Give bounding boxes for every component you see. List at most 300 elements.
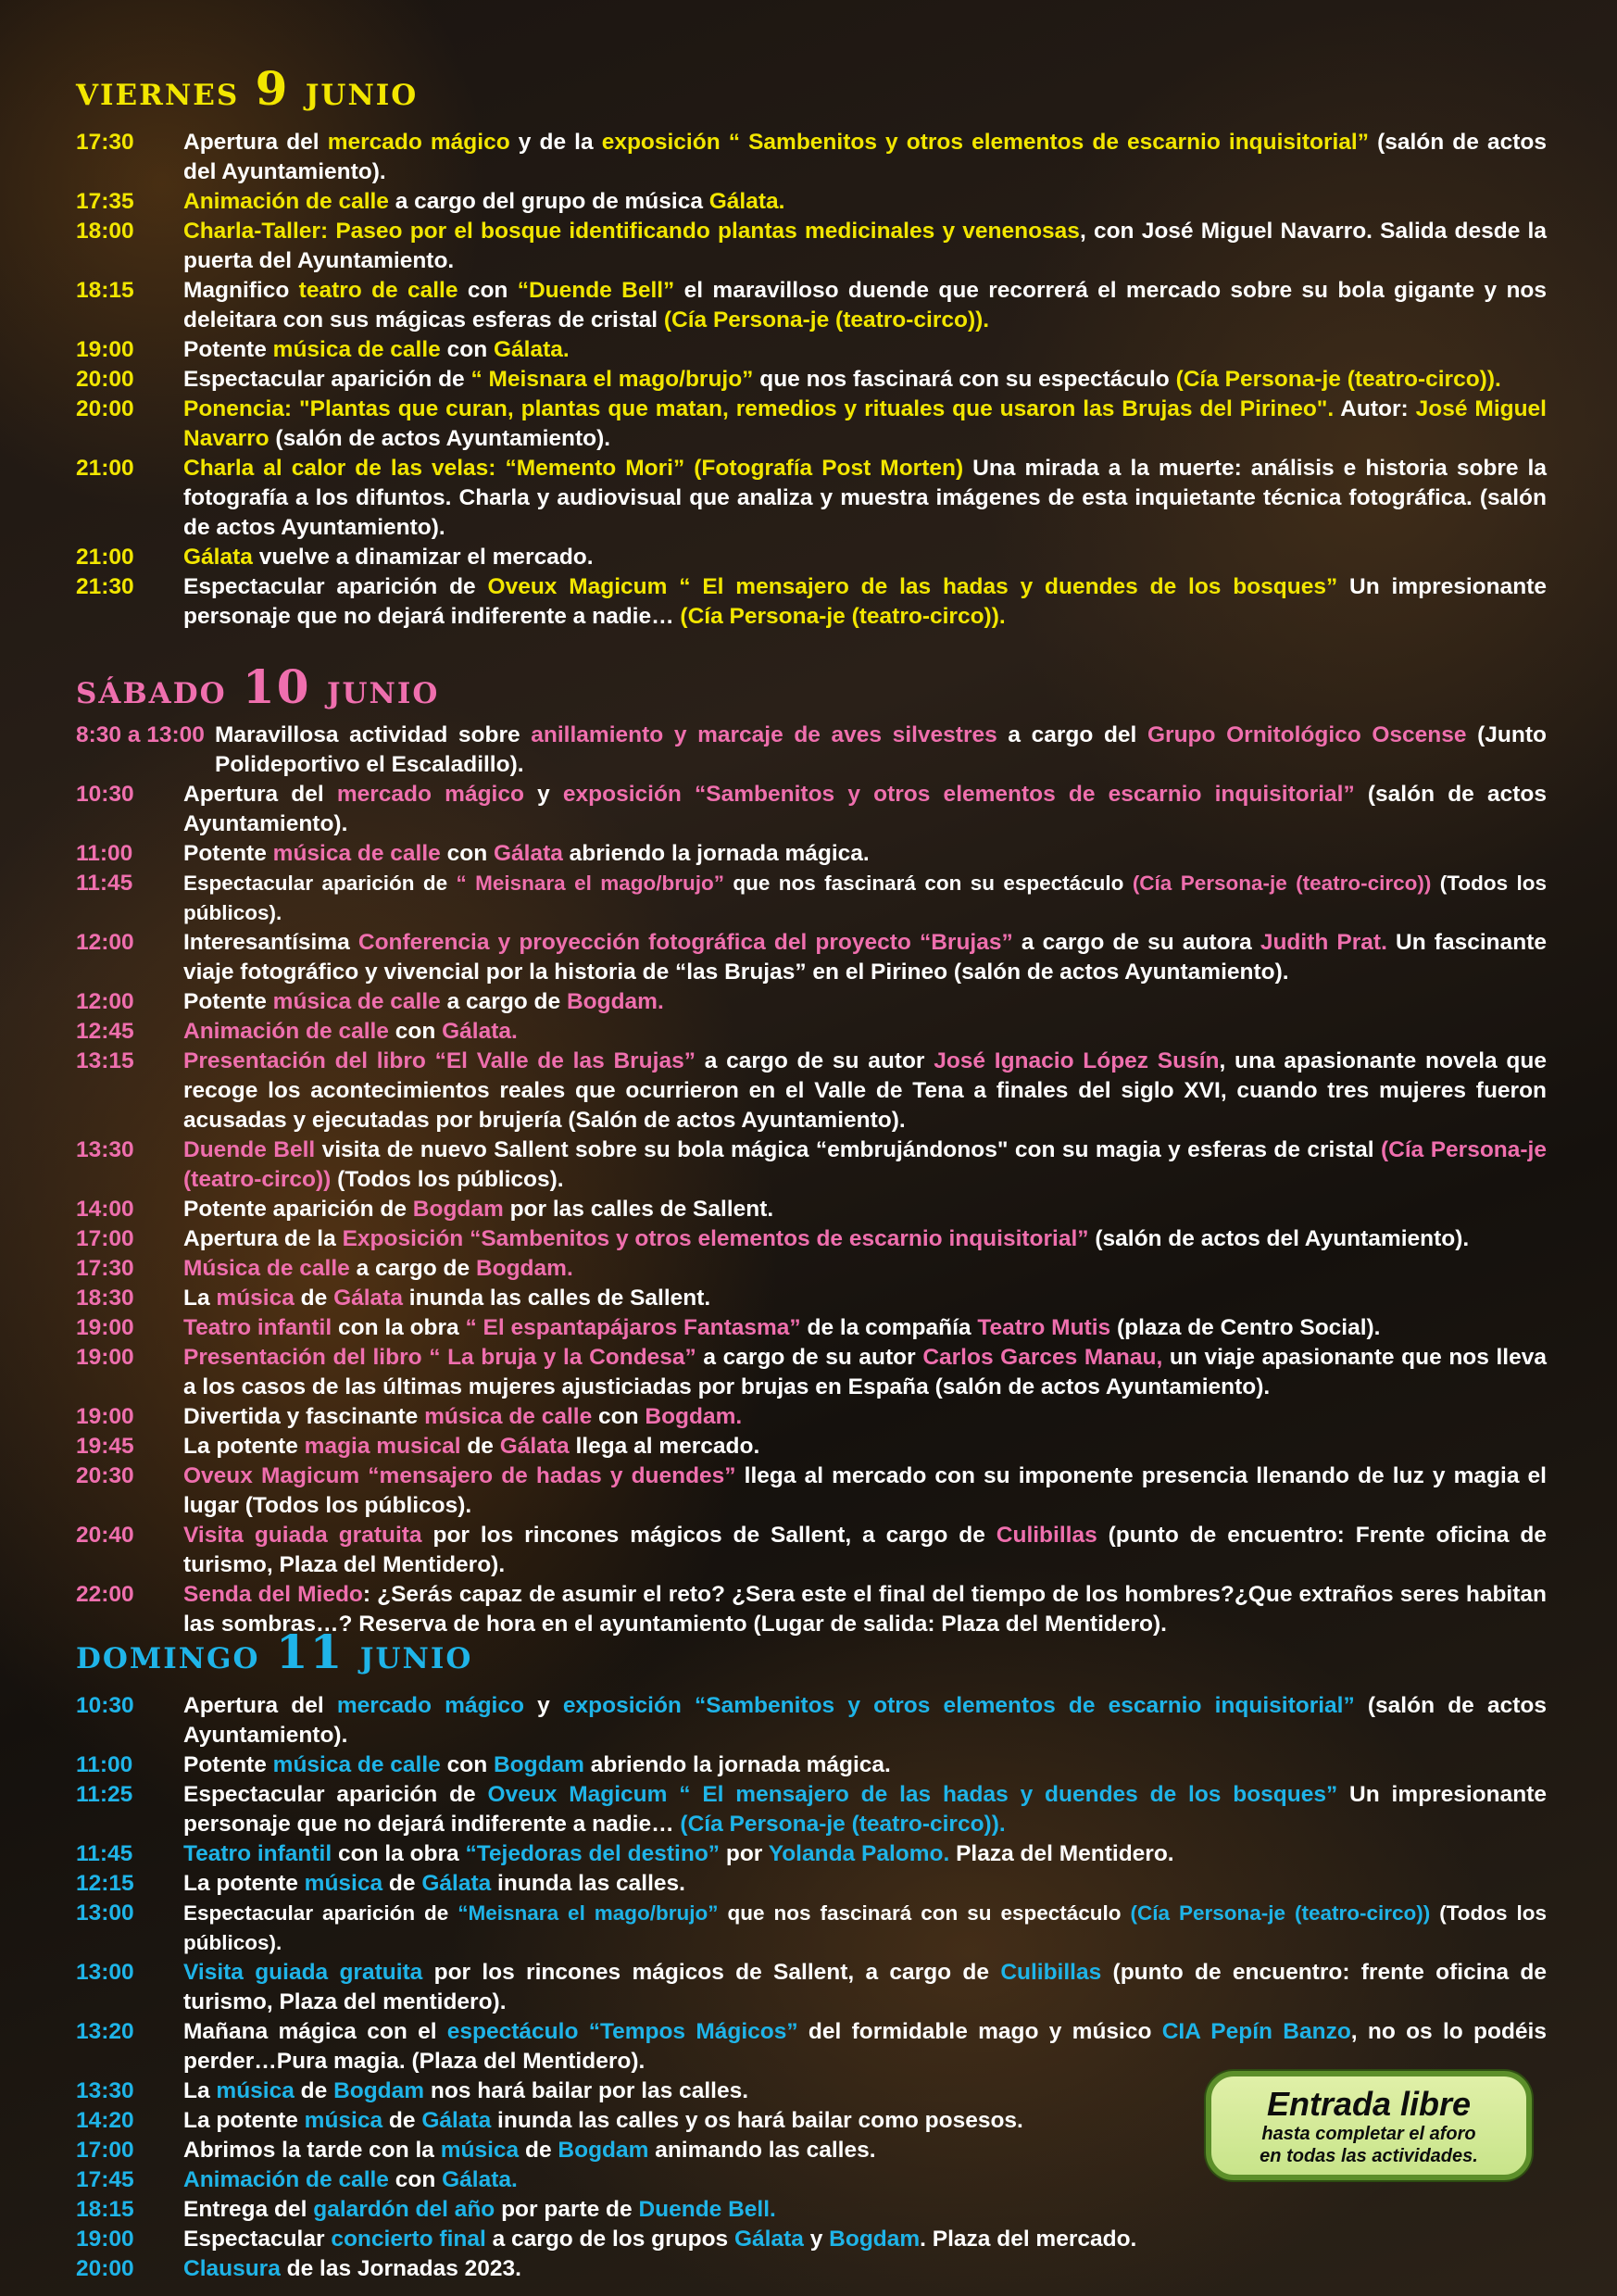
highlighted-text: Senda del Miedo — [183, 1582, 363, 1607]
event-time: 11:45 — [76, 1841, 133, 1866]
highlighted-text: Oveux Magicum “mensajero de hadas y duendes” — [183, 1463, 736, 1488]
badge-line-1: hasta completar el aforo — [1261, 2124, 1476, 2144]
event-text: vuelve a dinamizar el mercado. — [252, 545, 594, 570]
event-description — [183, 1899, 1547, 1958]
event-description — [183, 335, 1547, 365]
event-time: 11:00 — [76, 1752, 133, 1777]
highlighted-text: mercado mágico — [336, 782, 524, 807]
event-text: a cargo de su autor — [696, 1345, 923, 1370]
event-text: (Todos los públicos). — [183, 872, 1547, 924]
event-text: con la obra — [332, 1315, 466, 1340]
event-text: con — [440, 841, 494, 866]
event-time: 19:00 — [76, 2227, 134, 2252]
schedule-row — [76, 335, 1547, 365]
event-text: Apertura del — [183, 1693, 337, 1718]
event-text: a cargo del grupo de música — [388, 189, 709, 214]
highlighted-text: Gálata. — [442, 1019, 518, 1044]
event-text: a cargo de — [440, 989, 567, 1014]
event-time: 13:30 — [76, 2078, 134, 2103]
highlighted-text: “ Meisnara el mago/brujo” — [470, 367, 754, 392]
highlighted-text: Gálata — [183, 545, 253, 570]
event-text: Potente — [183, 841, 273, 866]
badge-line-2: en todas las actividades. — [1260, 2146, 1478, 2166]
highlighted-text: Bogdam — [333, 2078, 425, 2103]
event-description — [183, 839, 1547, 869]
highlighted-text: Yolanda Palomo. — [768, 1841, 950, 1866]
schedule-row — [76, 1521, 1547, 1580]
schedule-row — [76, 1017, 1547, 1047]
event-text: por parte de — [495, 2197, 639, 2222]
event-text: Espectacular aparición de — [183, 367, 471, 392]
event-description — [183, 543, 1547, 572]
schedule-row — [76, 1313, 1547, 1343]
event-description — [183, 1313, 1547, 1343]
friday-heading-month: junio — [305, 68, 419, 115]
highlighted-text: espectáculo “Tempos Mágicos” — [446, 2019, 798, 2044]
badge-title: Entrada libre — [1266, 2085, 1472, 2123]
highlighted-text: Exposición “Sambenitos y otros elementos de escarnio inquisitorial” — [342, 1226, 1089, 1251]
event-text: Potente — [183, 1752, 273, 1777]
event-text: Un impresionante personaje que no dejará indiferente a nadie… — [183, 1782, 1547, 1837]
highlighted-text: Duende Bell. — [638, 2197, 776, 2222]
schedule-row — [76, 1343, 1547, 1402]
event-text: visita de nuevo Sallent sobre su bola mágica “embrujándonos" con su magia y esferas de cristal — [315, 1137, 1381, 1162]
highlighted-text: Teatro Mutis — [977, 1315, 1111, 1340]
highlighted-text: Bogdam. — [645, 1404, 743, 1429]
event-time: 19:00 — [76, 1315, 134, 1340]
event-text: de — [460, 1434, 500, 1459]
event-text: a cargo de su autora — [1012, 930, 1260, 955]
highlighted-text: Duende Bell — [183, 1137, 316, 1162]
highlighted-text: Bogdam. — [475, 1256, 573, 1281]
schedule-row — [76, 276, 1547, 335]
event-text: del formidable mago y músico — [797, 2019, 1162, 2044]
event-text: (salón de actos del Ayuntamiento). — [1088, 1226, 1470, 1251]
schedule-row — [76, 1839, 1547, 1869]
highlighted-text: Oveux Magicum — [487, 1782, 680, 1807]
event-description — [183, 1402, 1547, 1432]
saturday-schedule — [76, 721, 1547, 1639]
event-time: 11:45 — [76, 871, 133, 896]
event-time: 18:00 — [76, 219, 134, 244]
event-text: (salón de actos Ayuntamiento). — [269, 426, 611, 451]
highlighted-text: Bogdam — [829, 2227, 921, 2252]
event-time: 13:15 — [76, 1048, 134, 1073]
schedule-row — [76, 187, 1547, 217]
event-text: (salón de actos Ayuntamiento). — [183, 1693, 1547, 1748]
event-description — [183, 1284, 1547, 1313]
schedule-row — [76, 1780, 1547, 1839]
highlighted-text: exposición “ Sambenitos y otros elementos de escarnio inquisitorial” — [601, 130, 1369, 155]
highlighted-text: teatro de calle — [298, 278, 458, 303]
event-time: 19:00 — [76, 1404, 134, 1429]
event-text: animando las calles. — [648, 2138, 876, 2163]
event-text: Espectacular aparición de — [183, 1901, 458, 1925]
event-time: 20:00 — [76, 367, 134, 392]
event-time: 21:00 — [76, 545, 134, 570]
event-text: a cargo de los grupos — [485, 2227, 734, 2252]
schedule-row — [76, 543, 1547, 572]
highlighted-text: música de calle — [272, 841, 441, 866]
event-text: La potente — [183, 2108, 305, 2133]
event-text: y — [803, 2227, 830, 2252]
event-time: 13:00 — [76, 1960, 134, 1985]
highlighted-text: Charla-Taller: Paseo por el bosque identificando plantas medicinales y venenosas — [183, 219, 1080, 244]
schedule-row — [76, 454, 1547, 543]
event-text: La potente — [183, 1434, 305, 1459]
event-text: con — [458, 278, 518, 303]
event-time: 13:00 — [76, 1901, 134, 1926]
event-time: 18:15 — [76, 278, 134, 303]
event-description — [183, 1432, 1547, 1462]
schedule-row — [76, 721, 1547, 780]
highlighted-text: Grupo Ornitológico Oscense — [1147, 722, 1467, 747]
event-time: 10:30 — [76, 782, 134, 807]
event-time: 17:00 — [76, 2138, 134, 2163]
event-time: 14:20 — [76, 2108, 134, 2133]
event-text: con — [440, 1752, 494, 1777]
event-text: Divertida y fascinante — [183, 1404, 425, 1429]
highlighted-text: mercado mágico — [336, 1693, 524, 1718]
event-text: Un fascinante viaje fotográfico y vivencial por la historia de “las Brujas” en el Pirineo (salón de actos Ayuntamiento). — [183, 930, 1547, 985]
highlighted-text: Conferencia y proyección fotográfica del proyecto “Brujas” — [357, 930, 1013, 955]
event-description — [183, 454, 1547, 543]
saturday-heading — [76, 659, 440, 714]
highlighted-text: Visita guiada gratuita — [183, 1960, 423, 1985]
event-text: de — [294, 1286, 334, 1311]
event-text: (plaza de Centro Social). — [1110, 1315, 1381, 1340]
schedule-row — [76, 1135, 1547, 1195]
event-time: 22:00 — [76, 1582, 134, 1607]
event-time: 8:30 a 13:00 — [76, 722, 205, 747]
event-text: Interesantísima — [183, 930, 358, 955]
schedule-row — [76, 217, 1547, 276]
sunday-heading-num: 11 — [275, 1625, 345, 1679]
event-time: 20:30 — [76, 1463, 134, 1488]
event-time: 20:00 — [76, 2256, 134, 2281]
event-time: 18:30 — [76, 1286, 134, 1311]
event-time: 17:30 — [76, 130, 134, 155]
highlighted-text: CIA Pepín Banzo — [1161, 2019, 1351, 2044]
event-description — [183, 1462, 1547, 1521]
highlighted-text: “Duende Bell” — [517, 278, 675, 303]
highlighted-text: música — [216, 1286, 295, 1311]
schedule-row — [76, 572, 1547, 632]
highlighted-text: mercado mágico — [327, 130, 510, 155]
schedule-row — [76, 2195, 1547, 2225]
highlighted-text: Visita guiada gratuita — [183, 1523, 422, 1548]
event-text: Entrega del — [183, 2197, 314, 2222]
event-time: 11:25 — [76, 1782, 133, 1807]
schedule-row — [76, 839, 1547, 869]
highlighted-text: Charla al calor de las velas: “Memento Mori” (Fotografía Post Morten) — [183, 456, 964, 481]
event-description — [183, 217, 1547, 276]
schedule-row — [76, 1869, 1547, 1899]
highlighted-text: Gálata — [333, 1286, 403, 1311]
highlighted-text: Gálata — [421, 1871, 492, 1896]
highlighted-text: Presentación del libro “ La bruja y la Condesa” — [183, 1345, 696, 1370]
highlighted-text: Bogdam. — [566, 989, 664, 1014]
event-text: Plaza del Mentidero. — [949, 1841, 1174, 1866]
highlighted-text: “ El mensajero de las hadas y duendes de los bosques” — [679, 574, 1338, 599]
highlighted-text: (Cía Persona-je (teatro-circo)). — [1175, 367, 1501, 392]
event-text: (Todos los públicos). — [331, 1167, 564, 1192]
event-text: abriendo la jornada mágica. — [583, 1752, 891, 1777]
highlighted-text: Gálata — [421, 2108, 492, 2133]
schedule-row — [76, 1462, 1547, 1521]
event-text: inunda las calles y os hará bailar como posesos. — [491, 2108, 1023, 2133]
highlighted-text: Gálata — [493, 841, 563, 866]
highlighted-text: Bogdam — [493, 1752, 584, 1777]
event-text: por los rincones mágicos de Sallent, a cargo de — [421, 1523, 997, 1548]
highlighted-text: música — [440, 2138, 520, 2163]
schedule-row — [76, 2254, 1547, 2284]
event-time: 12:00 — [76, 930, 134, 955]
event-description — [183, 2195, 1547, 2225]
highlighted-text: música de calle — [424, 1404, 593, 1429]
highlighted-text: galardón del año — [313, 2197, 495, 2222]
event-text: a cargo de su autor — [695, 1048, 934, 1073]
event-text: Espectacular — [183, 2227, 332, 2252]
event-text: por los rincones mágicos de Sallent, a cargo de — [422, 1960, 1001, 1985]
event-text: Espectacular aparición de — [183, 574, 488, 599]
event-time: 19:45 — [76, 1434, 134, 1459]
highlighted-text: anillamiento y marcaje de aves silvestres — [531, 722, 997, 747]
highlighted-text: Animación de calle — [183, 189, 389, 214]
event-text: con la obra — [332, 1841, 466, 1866]
event-description — [183, 1780, 1547, 1839]
highlighted-text: José Ignacio López Susín — [934, 1048, 1220, 1073]
schedule-row — [76, 1402, 1547, 1432]
event-text: inunda las calles de Sallent. — [402, 1286, 711, 1311]
event-text: La — [183, 1286, 217, 1311]
event-text: de — [519, 2138, 558, 2163]
event-text: Una mirada a la muerte: análisis e historia sobre la fotografía a los difuntos. Charla y audiovisual que analiza y muestra imágenes de esta inquietante técnica fotográfica. (salón de actos Ayuntamiento). — [183, 456, 1547, 540]
saturday-heading-num: 10 — [242, 659, 311, 714]
event-text: Magnifico — [183, 278, 299, 303]
highlighted-text: Culibillas — [1000, 1960, 1102, 1985]
highlighted-text: Gálata — [734, 2227, 804, 2252]
schedule-row — [76, 128, 1547, 187]
highlighted-text: exposición “Sambenitos y otros elementos de escarnio inquisitorial” — [562, 782, 1355, 807]
highlighted-text: Bogdam — [412, 1197, 504, 1222]
highlighted-text: música de calle — [272, 989, 441, 1014]
highlighted-text: “ El espantapájaros Fantasma” — [465, 1315, 801, 1340]
event-description — [183, 1691, 1547, 1750]
event-text: que nos fascinará con su espectáculo — [718, 1901, 1131, 1925]
event-time: 21:00 — [76, 456, 134, 481]
event-text: de — [294, 2078, 334, 2103]
event-description — [183, 1047, 1547, 1135]
highlighted-text: “Tejedoras del destino” — [465, 1841, 721, 1866]
highlighted-text: Gálata. — [708, 189, 785, 214]
highlighted-text: Presentación del libro “El Valle de las Brujas” — [183, 1048, 696, 1073]
event-text: La — [183, 2078, 217, 2103]
event-text: inunda las calles. — [491, 1871, 685, 1896]
event-text: y de la — [509, 130, 602, 155]
highlighted-text: (Cía Persona-je (teatro-circo)) — [1130, 1901, 1431, 1925]
schedule-row — [76, 1047, 1547, 1135]
event-text: . Plaza del mercado. — [920, 2227, 1137, 2252]
highlighted-text: (Cía Persona-je (teatro-circo)). — [680, 1812, 1006, 1837]
event-text: : ¿Serás capaz de asumir el reto? ¿Sera este el final del tiempo de los hombres?¿Que extraños seres habitan las sombras…? Reserva de hora en el ayuntamiento (Lugar de salida: Plaza del Mentidero). — [183, 1582, 1547, 1637]
event-description — [183, 1869, 1547, 1899]
event-description — [183, 365, 1547, 395]
event-text: de — [382, 1871, 422, 1896]
highlighted-text: Ponencia: "Plantas que curan, plantas que matan, remedios y rituales que usaron las Brujas del Pirineo". — [183, 396, 1335, 421]
highlighted-text: música — [304, 2108, 383, 2133]
highlighted-text: Oveux Magicum — [487, 574, 680, 599]
event-description — [183, 1224, 1547, 1254]
event-text: Potente — [183, 337, 273, 362]
friday-schedule — [76, 128, 1547, 632]
event-text: el maravilloso duende que recorrerá el mercado sobre su bola gigante y nos deleitara con sus mágicas esferas de cristal — [183, 278, 1548, 332]
event-description — [183, 1135, 1547, 1195]
sunday-heading-month: junio — [359, 1631, 473, 1678]
event-description — [183, 2254, 1547, 2284]
highlighted-text: música de calle — [272, 337, 441, 362]
schedule-row — [76, 2225, 1547, 2254]
schedule-row — [76, 2017, 1547, 2076]
event-description — [183, 869, 1547, 928]
highlighted-text: Animación de calle — [183, 2167, 389, 2192]
schedule-row — [76, 1195, 1547, 1224]
schedule-row — [76, 987, 1547, 1017]
event-time: 17:30 — [76, 1256, 134, 1281]
event-text: Apertura del — [183, 782, 337, 807]
schedule-row — [76, 928, 1547, 987]
event-time: 14:00 — [76, 1197, 134, 1222]
highlighted-text: música de calle — [272, 1752, 441, 1777]
event-text: con — [440, 337, 494, 362]
sunday-heading — [76, 1625, 473, 1679]
event-time: 18:15 — [76, 2197, 134, 2222]
event-description — [183, 1195, 1547, 1224]
event-text: de la compañía — [800, 1315, 978, 1340]
event-text: llega al mercado con su imponente presencia llenando de luz y magia el lugar (Todos los públicos). — [183, 1463, 1547, 1518]
event-time: 13:20 — [76, 2019, 134, 2044]
highlighted-text: José Miguel Navarro — [183, 396, 1547, 451]
event-text: un viaje apasionante que nos lleva a los casos de las últimas mujeres ajusticiadas por brujas en España (salón de actos Ayuntamiento). — [183, 1345, 1547, 1399]
event-time: 12:00 — [76, 989, 134, 1014]
schedule-row — [76, 869, 1547, 928]
event-description — [183, 2225, 1547, 2254]
event-text: de — [382, 2108, 422, 2133]
schedule-row — [76, 1224, 1547, 1254]
schedule-row — [76, 1254, 1547, 1284]
free-entry-badge — [1206, 2071, 1532, 2180]
friday-heading-day: viernes — [76, 68, 240, 115]
event-text: (punto de encuentro: Frente oficina de turismo, Plaza del Mentidero). — [183, 1523, 1547, 1577]
event-text: , una apasionante novela que recoge los acontecimientos reales que ocurrieron en el Valle de Tena a finales del siglo XVI, cuando tres mujeres fueron acusadas y ejecutadas por brujería (Salón de actos Ayuntamiento). — [183, 1048, 1547, 1133]
friday-heading — [76, 61, 419, 116]
highlighted-text: “ Meisnara el mago/brujo” — [456, 872, 724, 895]
schedule-row — [76, 1899, 1547, 1958]
event-description — [183, 1521, 1547, 1580]
highlighted-text: “Meisnara el mago/brujo” — [458, 1901, 719, 1925]
event-text: con — [388, 2167, 443, 2192]
highlighted-text: música — [216, 2078, 295, 2103]
event-text: de las Jornadas 2023. — [280, 2256, 521, 2281]
event-text: (Todos los públicos). — [183, 1901, 1548, 1954]
event-text: que nos fascinará con su espectáculo — [723, 872, 1133, 895]
event-time: 17:00 — [76, 1226, 134, 1251]
event-time: 17:45 — [76, 2167, 134, 2192]
event-text: (Junto Polideportivo el Escaladillo). — [215, 722, 1547, 777]
event-time: 19:00 — [76, 1345, 134, 1370]
event-description — [183, 987, 1547, 1017]
event-time: 19:00 — [76, 337, 134, 362]
highlighted-text: Música de calle — [183, 1256, 350, 1281]
highlighted-text: Teatro infantil — [183, 1841, 332, 1866]
highlighted-text: Gálata — [499, 1434, 570, 1459]
highlighted-text: concierto final — [331, 2227, 486, 2252]
event-text: (punto de encuentro: frente oficina de turismo, Plaza del mentidero). — [183, 1960, 1547, 2014]
highlighted-text: magia musical — [304, 1434, 461, 1459]
saturday-heading-day: sábado — [76, 666, 227, 713]
sunday-schedule — [76, 1691, 1547, 2284]
event-description — [183, 276, 1547, 335]
sunday-heading-day: domingo — [76, 1631, 260, 1678]
highlighted-text: música — [304, 1871, 383, 1896]
schedule-row — [76, 780, 1547, 839]
event-time: 11:00 — [76, 841, 133, 866]
highlighted-text: (Cía Persona-je (teatro-circo)) — [1132, 872, 1432, 895]
schedule-row — [76, 365, 1547, 395]
highlighted-text: exposición “Sambenitos y otros elementos de escarnio inquisitorial” — [562, 1693, 1355, 1718]
highlighted-text: (Cía Persona-je (teatro-circo)). — [680, 604, 1006, 629]
event-description — [183, 1750, 1547, 1780]
event-text: Apertura de la — [183, 1226, 343, 1251]
event-description — [183, 128, 1547, 187]
highlighted-text: (Cía Persona-je (teatro-circo)) — [183, 1137, 1547, 1192]
event-description — [215, 721, 1547, 780]
event-text: Mañana mágica con el — [183, 2019, 447, 2044]
event-text: y — [523, 1693, 563, 1718]
event-description — [183, 1839, 1547, 1869]
schedule-row — [76, 1432, 1547, 1462]
highlighted-text: Gálata. — [442, 2167, 518, 2192]
event-text: Un impresionante personaje que no dejará indiferente a nadie… — [183, 574, 1547, 629]
event-time: 13:30 — [76, 1137, 134, 1162]
event-text: (salón de actos del Ayuntamiento). — [183, 130, 1547, 184]
highlighted-text: Teatro infantil — [183, 1315, 332, 1340]
friday-heading-num: 9 — [255, 61, 290, 116]
event-text: Espectacular aparición de — [183, 1782, 488, 1807]
schedule-row — [76, 395, 1547, 454]
event-description — [183, 1958, 1547, 2017]
event-description — [183, 572, 1547, 632]
highlighted-text: Clausura — [183, 2256, 281, 2281]
event-text: que nos fascinará con su espectáculo — [753, 367, 1176, 392]
highlighted-text: Animación de calle — [183, 1019, 389, 1044]
schedule-row — [76, 1284, 1547, 1313]
event-description — [183, 187, 1547, 217]
event-description — [183, 395, 1547, 454]
event-text: Apertura del — [183, 130, 328, 155]
event-text: Maravillosa actividad sobre — [215, 722, 532, 747]
event-text: y — [523, 782, 563, 807]
event-text: Potente aparición de — [183, 1197, 413, 1222]
event-text: con — [592, 1404, 646, 1429]
event-text: a cargo de — [349, 1256, 476, 1281]
event-time: 20:00 — [76, 396, 134, 421]
event-time: 12:15 — [76, 1871, 134, 1896]
schedule-row — [76, 1958, 1547, 2017]
event-time: 17:35 — [76, 189, 134, 214]
highlighted-text: Bogdam — [558, 2138, 649, 2163]
highlighted-text: Culibillas — [996, 1523, 1097, 1548]
